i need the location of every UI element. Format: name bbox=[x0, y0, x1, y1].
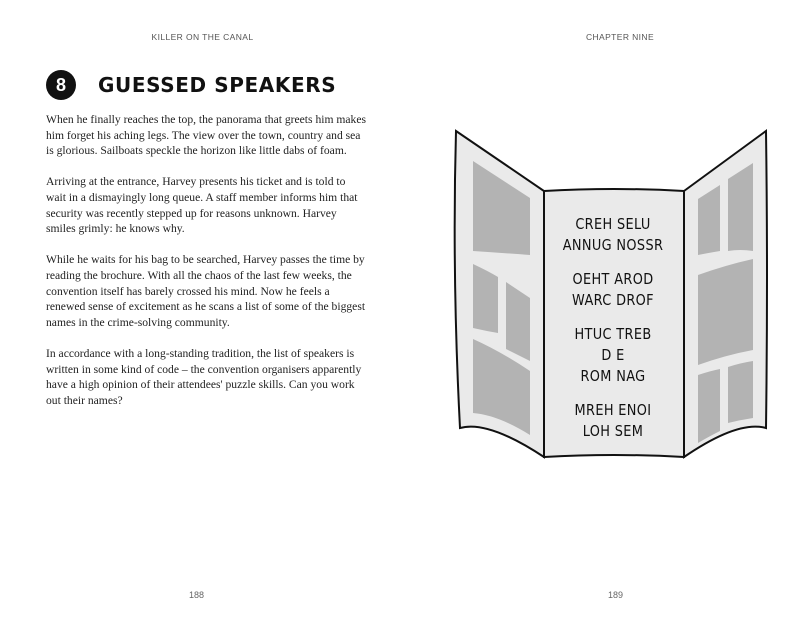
coded-line: D E bbox=[601, 346, 625, 364]
coded-line: CREH SELU bbox=[575, 215, 651, 233]
running-head-book-title: KILLER ON THE CANAL bbox=[151, 32, 254, 42]
coded-line: ROM NAG bbox=[580, 367, 646, 385]
paragraph: When he finally reaches the top, the panorama that greets him makes him forget his aching legs. The view over the town, country and sea is glorious. Sailboats speckle the horizon like little dabs of foam. bbox=[46, 113, 366, 158]
paragraph: Arriving at the entrance, Harvey presents his ticket and is told to wait in a dismayingly long queue. A staff member informs him that security was recently stepped up for reasons unknown. Harvey smiles grimly: he knows why. bbox=[46, 175, 358, 236]
brochure-right-panel bbox=[728, 361, 753, 423]
paragraph: In accordance with a long-standing tradition, the list of speakers is written in some kind of code – the convention organisers apparently have a high opinion of their attendees' puzzle skills. Can you work out their names? bbox=[46, 346, 362, 407]
coded-line: OEHT AROD bbox=[572, 270, 654, 288]
coded-speaker-name bbox=[541, 214, 685, 256]
coded-line: WARC DROF bbox=[572, 291, 654, 309]
puzzle-number-badge: 8 bbox=[46, 70, 76, 100]
puzzle-title: GUESSED SPEAKERS bbox=[98, 73, 337, 97]
coded-speaker-list bbox=[541, 214, 685, 455]
puzzle-heading bbox=[46, 70, 336, 100]
coded-line: LOH SEM bbox=[582, 422, 644, 440]
brochure-right-panel bbox=[698, 259, 753, 365]
page-number: 188 bbox=[188, 590, 205, 600]
body-text bbox=[46, 112, 366, 424]
coded-line: HTUC TREB bbox=[574, 325, 652, 343]
paragraph: While he waits for his bag to be searched, Harvey passes the time by reading the brochure. With all the chaos of the last few weeks, the convention itself has barely crossed his mind. Now he feels a renewed sense of excitement as he scans a list of some of the biggest names in the crime-solving community. bbox=[46, 253, 366, 329]
coded-line: ANNUG NOSSR bbox=[562, 236, 664, 254]
coded-line: MREH ENOI bbox=[574, 401, 652, 419]
coded-speaker-name bbox=[541, 324, 685, 387]
coded-speaker-name bbox=[541, 269, 685, 311]
running-head-chapter: CHAPTER NINE bbox=[585, 32, 655, 42]
brochure-right-panel bbox=[698, 369, 720, 443]
page-number: 189 bbox=[607, 590, 624, 600]
coded-speaker-name bbox=[541, 400, 685, 442]
